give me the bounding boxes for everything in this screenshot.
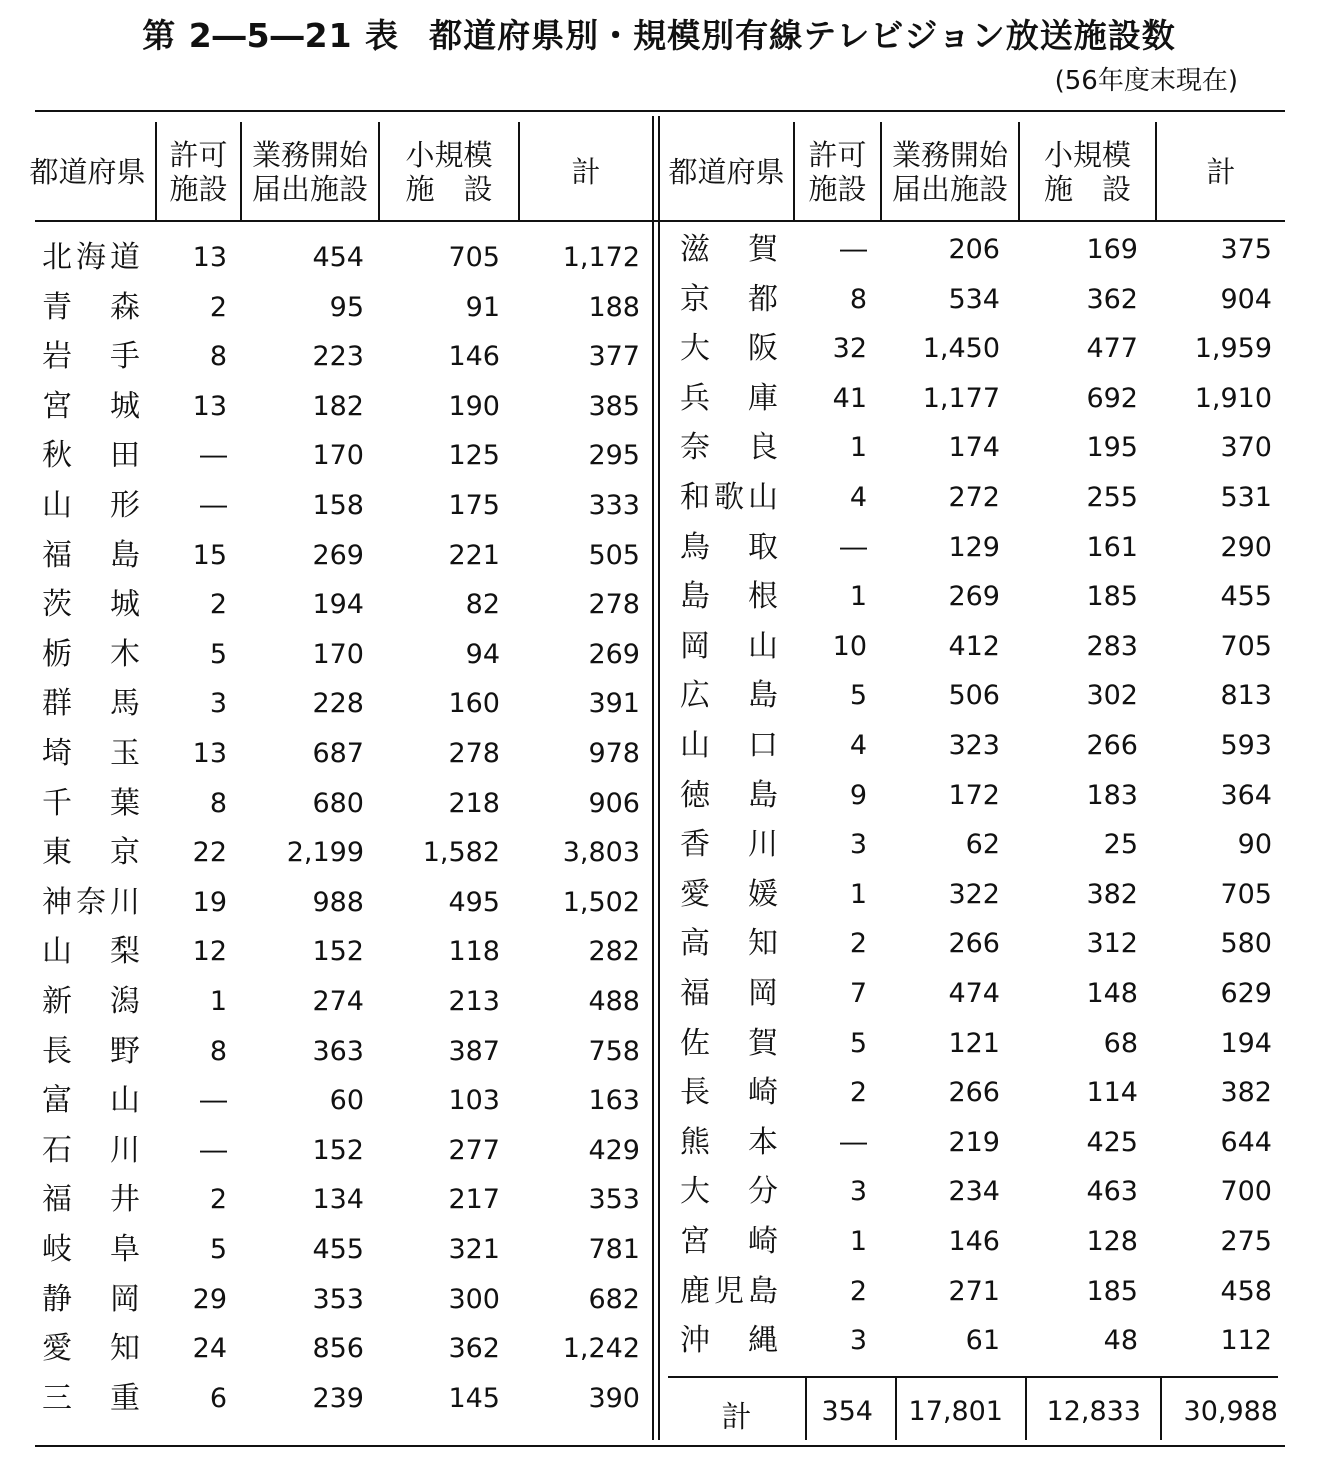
small-count: 283: [1086, 631, 1138, 662]
header-small: 小規模 施 設: [1043, 138, 1131, 206]
grand-total-total: 30,988: [1183, 1396, 1278, 1427]
permit-count: 3: [849, 829, 867, 860]
permit-count: 1: [849, 879, 867, 910]
permit-count: 1: [849, 581, 867, 612]
table-title: 都道府県別・規模別有線テレビジョン放送施設数: [429, 16, 1176, 55]
notified-count: 194: [312, 589, 364, 620]
total-count: 644: [1220, 1127, 1272, 1158]
small-count: 217: [448, 1184, 500, 1215]
total-count: 1,502: [562, 887, 640, 918]
notified-count: 1,177: [922, 383, 1000, 414]
small-count: 302: [1086, 680, 1138, 711]
permit-count: 29: [192, 1284, 227, 1315]
notified-count: 412: [948, 631, 1000, 662]
small-count: 118: [448, 936, 500, 967]
notified-count: 121: [948, 1028, 1000, 1059]
header-small: 小規模 施 設: [405, 138, 493, 206]
grand-total-label: 計: [721, 1400, 752, 1435]
prefecture-name: 神奈川: [42, 885, 140, 920]
prefecture-name: 静岡: [42, 1282, 140, 1317]
total-count: 353: [588, 1184, 640, 1215]
small-count: 463: [1086, 1176, 1138, 1207]
small-count: 146: [448, 341, 500, 372]
small-count: 145: [448, 1383, 500, 1414]
permit-count: 4: [849, 482, 867, 513]
prefecture-name: 兵庫: [680, 381, 778, 416]
permit-count: 5: [209, 1234, 227, 1265]
total-count: 391: [588, 688, 640, 719]
notified-count: 206: [948, 234, 1000, 265]
header-permit: 許可 施設: [808, 138, 867, 206]
permit-count: 10: [832, 631, 867, 662]
small-count: 175: [448, 490, 500, 521]
prefecture-name: 熊本: [680, 1125, 778, 1160]
small-count: 312: [1086, 928, 1138, 959]
notified-count: 95: [329, 292, 364, 323]
header-total: 計: [1206, 155, 1236, 189]
total-count: 781: [588, 1234, 640, 1265]
total-count: 282: [588, 936, 640, 967]
notified-count: 60: [329, 1085, 364, 1116]
prefecture-name: 和歌山: [680, 480, 778, 515]
notified-count: 174: [948, 432, 1000, 463]
prefecture-name: 愛媛: [680, 877, 778, 912]
total-count: 375: [1220, 234, 1272, 265]
total-count: 906: [588, 788, 640, 819]
prefecture-name: 山梨: [42, 934, 140, 969]
header-pref: 都道府県: [29, 155, 146, 189]
notified-count: 170: [312, 639, 364, 670]
header-pref: 都道府県: [668, 155, 785, 189]
total-count: 682: [588, 1284, 640, 1315]
total-count: 758: [588, 1036, 640, 1067]
small-count: 82: [465, 589, 500, 620]
page-title: [0, 10, 1318, 57]
prefecture-name: 埼玉: [42, 736, 140, 771]
notified-count: 363: [312, 1036, 364, 1067]
notified-count: 687: [312, 738, 364, 769]
prefecture-name: 東京: [42, 835, 140, 870]
notified-count: 856: [312, 1333, 364, 1364]
total-count: 333: [588, 490, 640, 521]
notified-count: 182: [312, 391, 364, 422]
total-count: 978: [588, 738, 640, 769]
prefecture-name: 香川: [680, 827, 778, 862]
total-count: 90: [1237, 829, 1272, 860]
total-count: 385: [588, 391, 640, 422]
small-count: 169: [1086, 234, 1138, 265]
small-count: 195: [1086, 432, 1138, 463]
total-count: 269: [588, 639, 640, 670]
notified-count: 234: [948, 1176, 1000, 1207]
total-count: 904: [1220, 284, 1272, 315]
notified-count: 2,199: [286, 837, 364, 868]
total-count: 455: [1220, 581, 1272, 612]
prefecture-name: 栃木: [42, 637, 140, 672]
prefecture-name: 愛知: [42, 1331, 140, 1366]
permit-count: ―: [200, 1135, 227, 1166]
permit-count: 2: [209, 292, 227, 323]
permit-count: 8: [209, 1036, 227, 1067]
prefecture-name: 山口: [680, 728, 778, 763]
small-count: 362: [448, 1333, 500, 1364]
small-count: 125: [448, 440, 500, 471]
prefecture-name: 佐賀: [680, 1026, 778, 1061]
permit-count: 3: [849, 1325, 867, 1356]
prefecture-name: 宮崎: [680, 1224, 778, 1259]
prefecture-name: 鹿児島: [680, 1274, 778, 1309]
permit-count: 1: [849, 1226, 867, 1257]
grand-total-permit: 354: [821, 1396, 873, 1427]
small-count: 160: [448, 688, 500, 719]
prefecture-name: 宮城: [42, 389, 140, 424]
total-count: 593: [1220, 730, 1272, 761]
small-count: 278: [448, 738, 500, 769]
permit-count: 19: [192, 887, 227, 918]
permit-count: 13: [192, 391, 227, 422]
permit-count: ―: [840, 1127, 867, 1158]
permit-count: 2: [209, 1184, 227, 1215]
permit-count: 2: [849, 928, 867, 959]
total-count: 700: [1220, 1176, 1272, 1207]
permit-count: 9: [849, 780, 867, 811]
permit-count: 2: [849, 1276, 867, 1307]
small-count: 183: [1086, 780, 1138, 811]
table-number: 第 2―5―21 表: [142, 16, 400, 55]
prefecture-name: 三重: [42, 1381, 140, 1416]
small-count: 48: [1103, 1325, 1138, 1356]
prefecture-name: 島根: [680, 579, 778, 614]
notified-count: 266: [948, 1077, 1000, 1108]
notified-count: 269: [948, 581, 1000, 612]
small-count: 94: [465, 639, 500, 670]
total-count: 505: [588, 540, 640, 571]
notified-count: 134: [312, 1184, 364, 1215]
prefecture-name: 長崎: [680, 1075, 778, 1110]
total-count: 295: [588, 440, 640, 471]
notified-count: 1,450: [922, 333, 1000, 364]
prefecture-name: 滋賀: [680, 232, 778, 267]
small-count: 266: [1086, 730, 1138, 761]
small-count: 362: [1086, 284, 1138, 315]
notified-count: 146: [948, 1226, 1000, 1257]
prefecture-name: 茨城: [42, 587, 140, 622]
center-divider: [652, 116, 654, 1440]
permit-count: ―: [200, 490, 227, 521]
permit-count: 1: [849, 432, 867, 463]
notified-count: 172: [948, 780, 1000, 811]
prefecture-name: 鳥取: [680, 530, 778, 565]
grand-total-notified: 17,801: [908, 1396, 1003, 1427]
permit-count: 7: [849, 978, 867, 1009]
total-count: 3,803: [562, 837, 640, 868]
notified-count: 239: [312, 1383, 364, 1414]
total-count: 275: [1220, 1226, 1272, 1257]
small-count: 277: [448, 1135, 500, 1166]
small-count: 382: [1086, 879, 1138, 910]
permit-count: 41: [832, 383, 867, 414]
prefecture-name: 福岡: [680, 976, 778, 1011]
grand-total-small: 12,833: [1046, 1396, 1141, 1427]
prefecture-name: 岡山: [680, 629, 778, 664]
total-count: 377: [588, 341, 640, 372]
notified-count: 274: [312, 986, 364, 1017]
notified-count: 170: [312, 440, 364, 471]
prefecture-name: 大分: [680, 1174, 778, 1209]
small-count: 321: [448, 1234, 500, 1265]
total-count: 382: [1220, 1077, 1272, 1108]
notified-count: 323: [948, 730, 1000, 761]
permit-count: 8: [849, 284, 867, 315]
total-count: 1,172: [562, 242, 640, 273]
notified-count: 454: [312, 242, 364, 273]
prefecture-name: 高知: [680, 926, 778, 961]
prefecture-name: 沖縄: [680, 1323, 778, 1358]
permit-count: 6: [209, 1383, 227, 1414]
prefecture-name: 青森: [42, 290, 140, 325]
prefecture-name: 岐阜: [42, 1232, 140, 1267]
small-count: 705: [448, 242, 500, 273]
permit-count: 24: [192, 1333, 227, 1364]
total-count: 290: [1220, 532, 1272, 563]
notified-count: 353: [312, 1284, 364, 1315]
small-count: 387: [448, 1036, 500, 1067]
prefecture-name: 京都: [680, 282, 778, 317]
permit-count: 8: [209, 788, 227, 819]
small-count: 25: [1103, 829, 1138, 860]
prefecture-name: 新潟: [42, 984, 140, 1019]
total-count: 112: [1220, 1325, 1272, 1356]
small-count: 218: [448, 788, 500, 819]
permit-count: 12: [192, 936, 227, 967]
small-count: 1,582: [422, 837, 500, 868]
permit-count: 5: [209, 639, 227, 670]
total-count: 1,959: [1194, 333, 1272, 364]
small-count: 477: [1086, 333, 1138, 364]
small-count: 255: [1086, 482, 1138, 513]
date-note: (56年度末現在): [1054, 66, 1238, 96]
total-count: 429: [588, 1135, 640, 1166]
permit-count: 32: [832, 333, 867, 364]
notified-count: 322: [948, 879, 1000, 910]
notified-count: 474: [948, 978, 1000, 1009]
prefecture-name: 福島: [42, 538, 140, 573]
small-count: 161: [1086, 532, 1138, 563]
notified-count: 271: [948, 1276, 1000, 1307]
total-count: 278: [588, 589, 640, 620]
prefecture-name: 北海道: [42, 240, 140, 275]
total-count: 705: [1220, 631, 1272, 662]
prefecture-name: 岩手: [42, 339, 140, 374]
notified-count: 129: [948, 532, 1000, 563]
notified-count: 223: [312, 341, 364, 372]
permit-count: 13: [192, 738, 227, 769]
notified-count: 266: [948, 928, 1000, 959]
small-count: 114: [1086, 1077, 1138, 1108]
total-count: 1,910: [1194, 383, 1272, 414]
small-count: 91: [465, 292, 500, 323]
notified-count: 152: [312, 1135, 364, 1166]
permit-count: ―: [200, 440, 227, 471]
permit-count: 3: [209, 688, 227, 719]
notified-count: 61: [965, 1325, 1000, 1356]
permit-count: 5: [849, 680, 867, 711]
prefecture-name: 富山: [42, 1083, 140, 1118]
notified-count: 506: [948, 680, 1000, 711]
permit-count: 15: [192, 540, 227, 571]
small-count: 190: [448, 391, 500, 422]
permit-count: ―: [840, 234, 867, 265]
small-count: 185: [1086, 1276, 1138, 1307]
notified-count: 228: [312, 688, 364, 719]
header-permit: 許可 施設: [169, 138, 228, 206]
header-total: 計: [571, 155, 601, 189]
notified-count: 534: [948, 284, 1000, 315]
permit-count: 8: [209, 341, 227, 372]
notified-count: 152: [312, 936, 364, 967]
permit-count: 3: [849, 1176, 867, 1207]
notified-count: 272: [948, 482, 1000, 513]
total-count: 580: [1220, 928, 1272, 959]
notified-count: 455: [312, 1234, 364, 1265]
total-count: 163: [588, 1085, 640, 1116]
total-count: 629: [1220, 978, 1272, 1009]
notified-count: 680: [312, 788, 364, 819]
total-count: 194: [1220, 1028, 1272, 1059]
permit-count: ―: [840, 532, 867, 563]
prefecture-name: 長野: [42, 1034, 140, 1069]
small-count: 425: [1086, 1127, 1138, 1158]
permit-count: ―: [200, 1085, 227, 1116]
prefecture-name: 大阪: [680, 331, 778, 366]
total-count: 364: [1220, 780, 1272, 811]
prefecture-name: 秋田: [42, 438, 140, 473]
total-rule: [668, 1376, 1278, 1378]
total-count: 813: [1220, 680, 1272, 711]
total-count: 488: [588, 986, 640, 1017]
small-count: 103: [448, 1085, 500, 1116]
prefecture-name: 奈良: [680, 430, 778, 465]
small-count: 213: [448, 986, 500, 1017]
notified-count: 158: [312, 490, 364, 521]
total-count: 458: [1220, 1276, 1272, 1307]
bottom-rule: [35, 1445, 1285, 1447]
small-count: 185: [1086, 581, 1138, 612]
total-count: 370: [1220, 432, 1272, 463]
total-count: 390: [588, 1383, 640, 1414]
small-count: 148: [1086, 978, 1138, 1009]
prefecture-name: 山形: [42, 488, 140, 523]
permit-count: 2: [209, 589, 227, 620]
prefecture-name: 福井: [42, 1182, 140, 1217]
notified-count: 988: [312, 887, 364, 918]
small-count: 300: [448, 1284, 500, 1315]
small-count: 692: [1086, 383, 1138, 414]
center-divider: [658, 116, 660, 1440]
prefecture-name: 千葉: [42, 786, 140, 821]
notified-count: 269: [312, 540, 364, 571]
small-count: 128: [1086, 1226, 1138, 1257]
permit-count: 2: [849, 1077, 867, 1108]
small-count: 495: [448, 887, 500, 918]
permit-count: 13: [192, 242, 227, 273]
prefecture-name: 徳島: [680, 778, 778, 813]
permit-count: 4: [849, 730, 867, 761]
permit-count: 5: [849, 1028, 867, 1059]
prefecture-name: 石川: [42, 1133, 140, 1168]
permit-count: 1: [209, 986, 227, 1017]
prefecture-name: 広島: [680, 678, 778, 713]
notified-count: 219: [948, 1127, 1000, 1158]
total-count: 1,242: [562, 1333, 640, 1364]
total-count: 705: [1220, 879, 1272, 910]
notified-count: 62: [965, 829, 1000, 860]
small-count: 68: [1103, 1028, 1138, 1059]
header-notified: 業務開始 届出施設: [251, 138, 368, 206]
permit-count: 22: [192, 837, 227, 868]
small-count: 221: [448, 540, 500, 571]
total-count: 188: [588, 292, 640, 323]
prefecture-name: 群馬: [42, 686, 140, 721]
total-count: 531: [1220, 482, 1272, 513]
top-rule: [35, 110, 1285, 112]
header-notified: 業務開始 届出施設: [891, 138, 1008, 206]
